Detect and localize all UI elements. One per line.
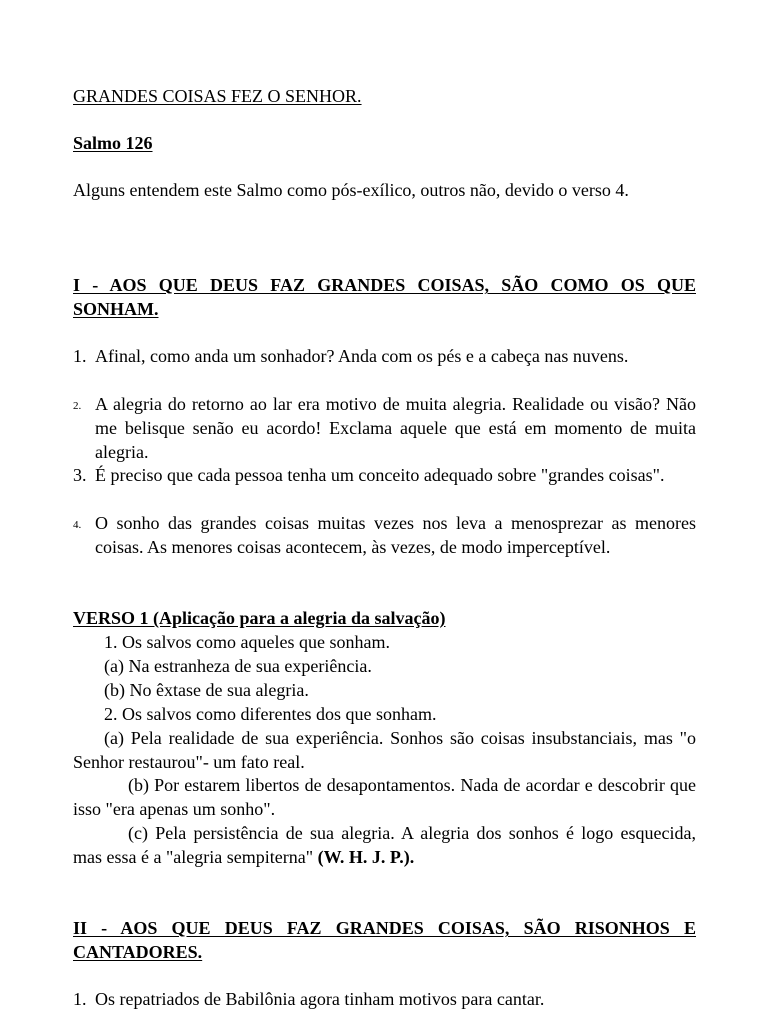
- verso-1-point-1a: (a) Na estranheza de sua experiência.: [104, 656, 372, 676]
- list-item-number: 2.: [73, 400, 82, 412]
- list-item-text: Os repatriados de Babilônia agora tinham motivos para cantar.: [95, 989, 545, 1009]
- verso-1-point-2a: (a) Pela realidade de sua experiência. Sonhos são coisas insubstanciais, mas "o Senhor restaurou"- um fato real.: [73, 728, 696, 772]
- intro-paragraph: Alguns entendem este Salmo como pós-exílico, outros não, devido o verso 4.: [73, 180, 629, 200]
- section-1-heading: I - AOS QUE DEUS FAZ GRANDES COISAS, SÃO COMO OS QUE SONHAM.: [73, 275, 696, 319]
- list-item-text: É preciso que cada pessoa tenha um conceito adequado sobre "grandes coisas".: [95, 465, 665, 485]
- verso-1-point-2b: (b) Por estarem libertos de desapontamentos. Nada de acordar e descobrir que isso "era apenas um sonho".: [73, 775, 696, 819]
- verso-1-point-2c-text: (c) Pela persistência de sua alegria. A alegria dos sonhos é logo esquecida, mas essa é a "alegria sempiterna": [73, 823, 696, 867]
- document-title: GRANDES COISAS FEZ O SENHOR.: [73, 86, 362, 106]
- list-item-text: O sonho das grandes coisas muitas vezes nos leva a menosprezar as menores coisas. As menores coisas acontecem, às vezes, de modo imperceptível.: [95, 513, 696, 557]
- list-item-number: 3.: [73, 465, 87, 485]
- verso-1-heading: VERSO 1 (Aplicação para a alegria da salvação): [73, 608, 446, 628]
- list-item-text: Afinal, como anda um sonhador? Anda com os pés e a cabeça nas nuvens.: [95, 346, 629, 366]
- verso-1-point-2: 2. Os salvos como diferentes dos que sonham.: [104, 704, 437, 724]
- list-item-number: 1.: [73, 346, 87, 366]
- list-item: [73, 463, 696, 511]
- verso-1-point-2c-citation: (W. H. J. P.).: [317, 847, 415, 867]
- verso-1-point-2c: [73, 821, 696, 869]
- list-item-number: 4.: [73, 519, 82, 531]
- list-item: [73, 511, 696, 583]
- list-item: [73, 344, 696, 392]
- list-item-text: A alegria do retorno ao lar era motivo de muita alegria. Realidade ou visão? Não me belisque senão eu acordo! Exclama aquele que está em momento de muita alegria.: [95, 394, 696, 462]
- section-2-heading: II - AOS QUE DEUS FAZ GRANDES COISAS, SÃO RISONHOS E CANTADORES.: [73, 918, 696, 962]
- list-item: [73, 392, 696, 464]
- list-item-number: 1.: [73, 989, 87, 1009]
- verso-1-point-1: 1. Os salvos como aqueles que sonham.: [104, 632, 390, 652]
- list-item: [73, 987, 696, 1011]
- verso-1-point-1b: (b) No êxtase de sua alegria.: [104, 680, 309, 700]
- psalm-reference: Salmo 126: [73, 133, 153, 153]
